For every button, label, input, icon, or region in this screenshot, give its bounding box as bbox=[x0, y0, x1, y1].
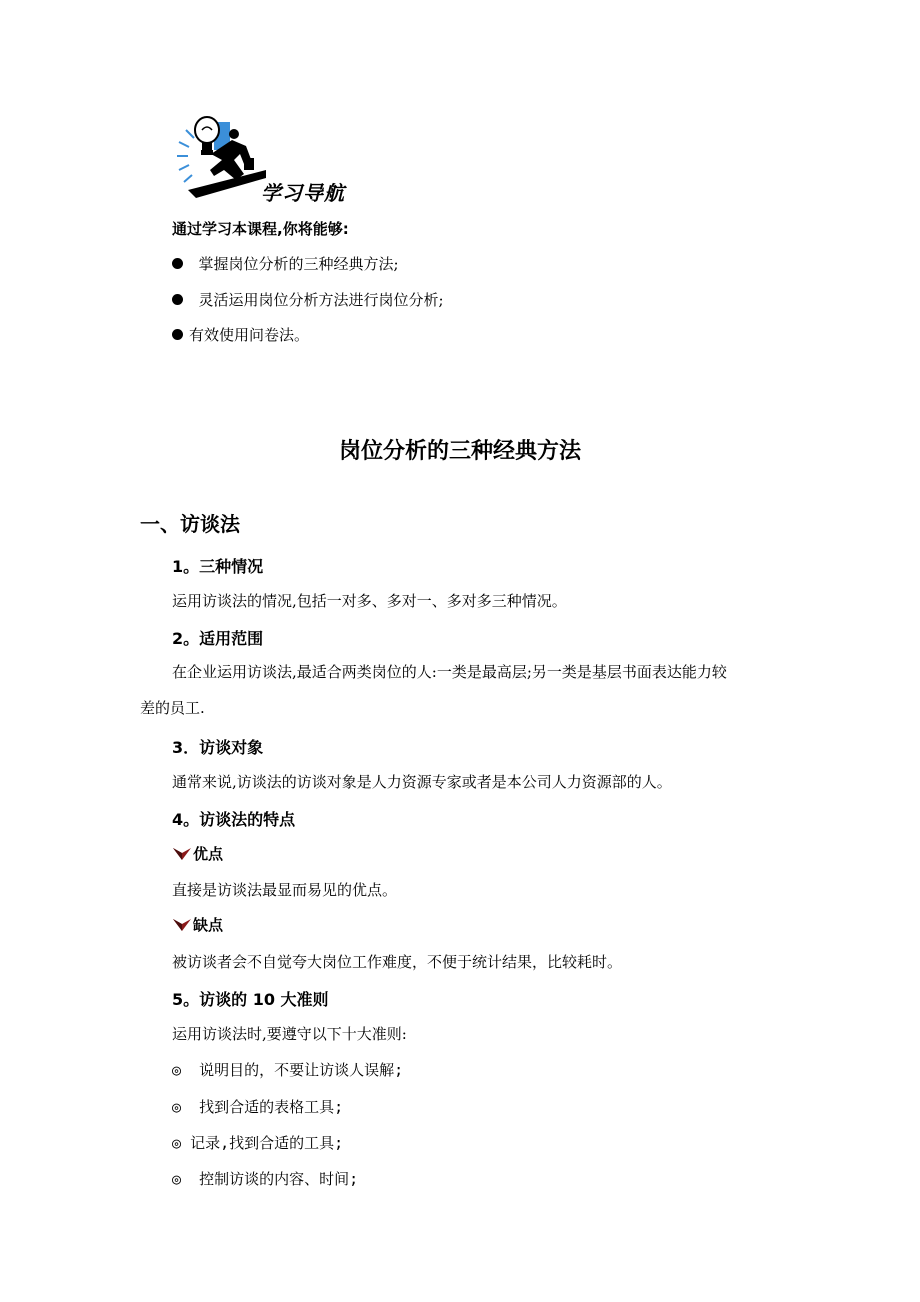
goal-text: 灵活运用岗位分析方法进行岗位分析; bbox=[198, 291, 444, 309]
paragraph: 差的员工. bbox=[140, 699, 205, 717]
paragraph: 直接是访谈法最显而易见的优点。 bbox=[172, 881, 398, 899]
goal-text: 掌握岗位分析的三种经典方法; bbox=[198, 255, 399, 273]
rule-item bbox=[172, 1059, 403, 1080]
goal-item bbox=[172, 289, 444, 310]
rule-text: 说明目的，不要让访谈人误解; bbox=[199, 1061, 404, 1079]
goal-text: 有效使用问卷法。 bbox=[189, 326, 310, 344]
bullet-icon bbox=[172, 294, 183, 305]
paragraph: 运用访谈法的情况,包括一对多、多对一、多对多三种情况。 bbox=[172, 592, 567, 610]
document-title: 岗位分析的三种经典方法 bbox=[338, 439, 581, 464]
paragraph: 在企业运用访谈法,最适合两类岗位的人:一类是最高层;另一类是基层书面表达能力较 bbox=[172, 663, 727, 681]
circle-bullet-icon: ◎ bbox=[172, 1134, 182, 1152]
subsection-heading: 3．访谈对象 bbox=[172, 738, 264, 757]
paragraph: 通常来说,访谈法的访谈对象是人力资源专家或者是本公司人力资源部的人。 bbox=[172, 773, 672, 791]
paragraph: 被访谈者会不自觉夸大岗位工作难度，不便于统计结果，比较耗时。 bbox=[172, 953, 623, 971]
bullet-icon bbox=[172, 258, 183, 269]
subsection-heading: 2。适用范围 bbox=[172, 629, 264, 648]
rule-item bbox=[172, 1168, 358, 1189]
goal-item bbox=[172, 324, 309, 345]
rule-text: 找到合适的表格工具; bbox=[199, 1098, 344, 1116]
subsection-heading: 1。三种情况 bbox=[172, 557, 264, 576]
intro-text: 通过学习本课程,你将能够: bbox=[172, 220, 349, 238]
goal-item bbox=[172, 253, 399, 274]
circle-bullet-icon: ◎ bbox=[172, 1170, 182, 1188]
arrow-down-icon bbox=[172, 916, 192, 932]
pros-label bbox=[172, 843, 223, 864]
rule-text: 记录,找到合适的工具; bbox=[190, 1134, 344, 1152]
circle-bullet-icon: ◎ bbox=[172, 1098, 182, 1116]
bullet-icon bbox=[172, 329, 183, 340]
subsection-heading: 4。访谈法的特点 bbox=[172, 810, 296, 829]
subsection-heading: 5。访谈的 10 大准则 bbox=[172, 990, 329, 1009]
learning-nav-title: 学习导航 bbox=[261, 181, 345, 205]
pros-text: 优点 bbox=[193, 845, 224, 863]
lightbulb-runner-icon bbox=[174, 112, 266, 200]
rule-item bbox=[172, 1096, 343, 1117]
rule-text: 控制访谈的内容、时间; bbox=[199, 1170, 359, 1188]
circle-bullet-icon: ◎ bbox=[172, 1061, 182, 1079]
cons-text: 缺点 bbox=[193, 916, 224, 934]
arrow-down-icon bbox=[172, 845, 192, 861]
section-heading: 一、访谈法 bbox=[140, 512, 240, 536]
rule-item bbox=[172, 1132, 343, 1153]
cons-label bbox=[172, 914, 223, 935]
paragraph: 运用访谈法时,要遵守以下十大准则: bbox=[172, 1025, 407, 1043]
